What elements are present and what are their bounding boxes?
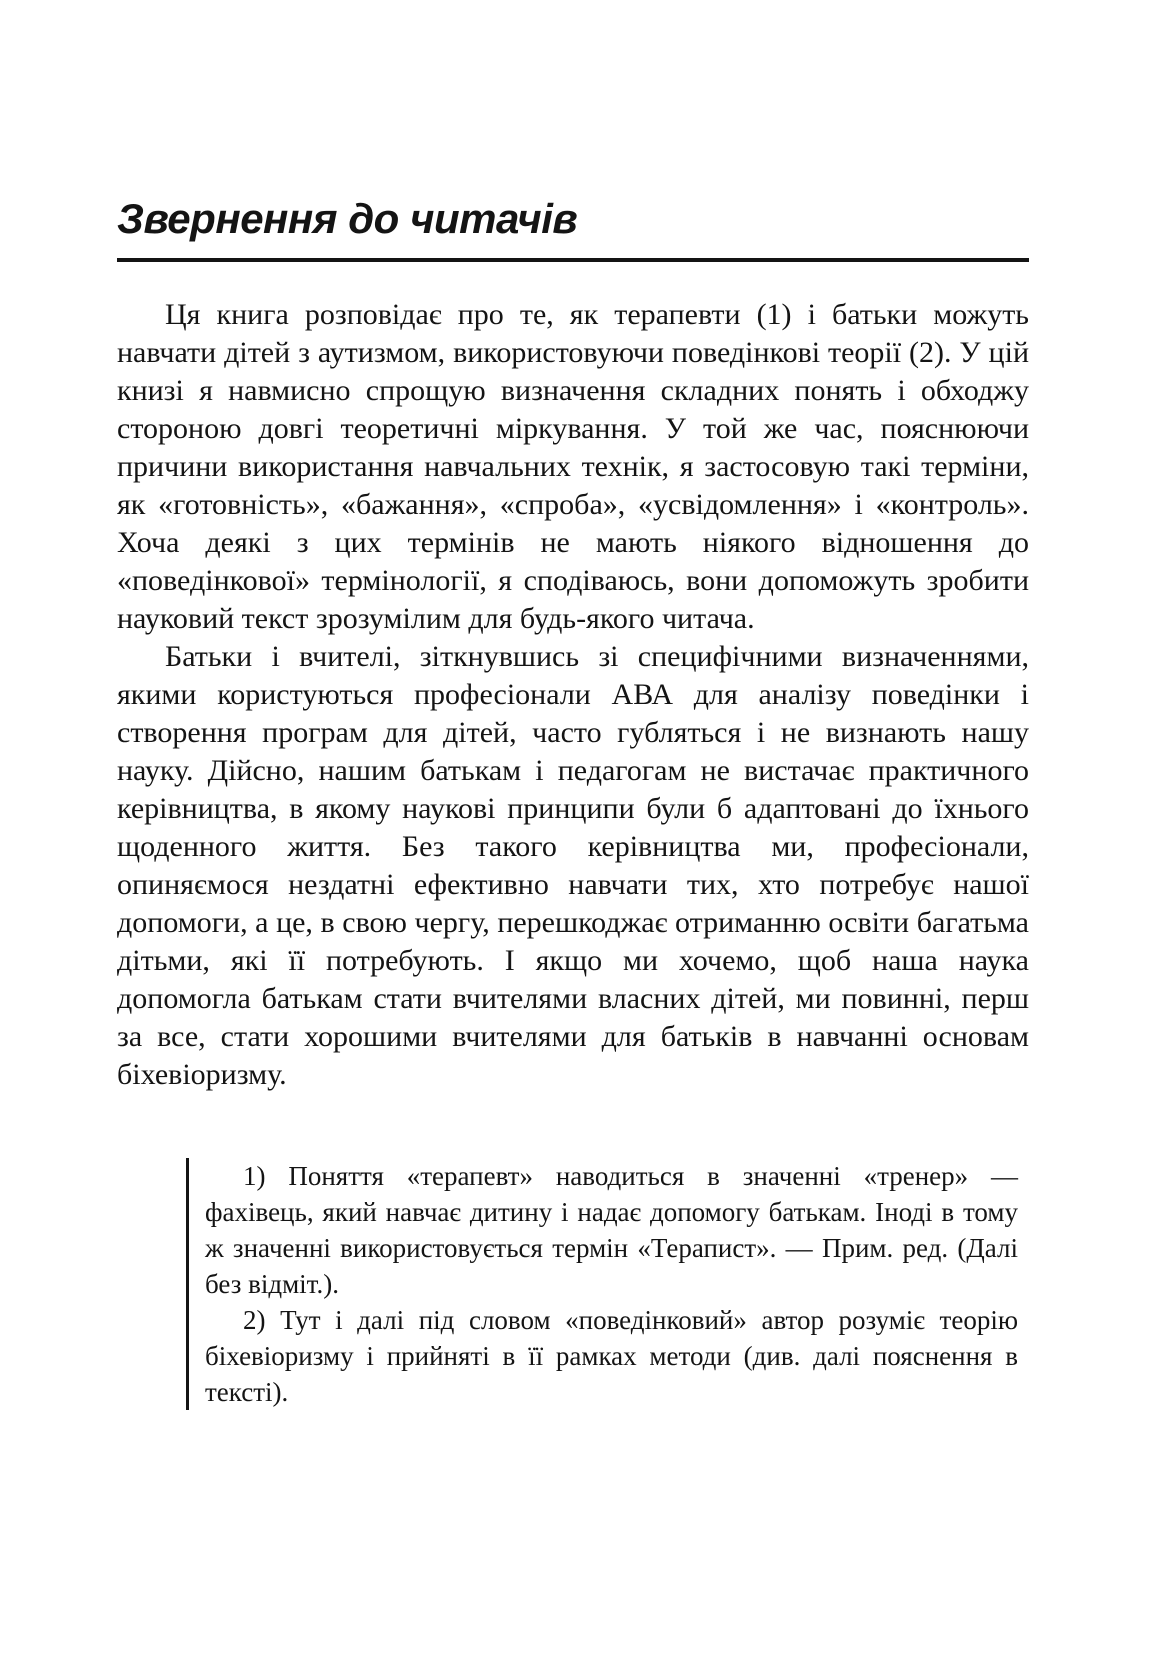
footnote-2: 2) Тут і далі під словом «поведінковий» автор розуміє теорію біхевіоризму і прийняті в її рамках методи (див. далі пояснення в тексті). <box>205 1305 1018 1407</box>
body-text <box>117 296 1029 1094</box>
body-paragraph-2: Батьки і вчителі, зіткнувшись зі специфічними визначеннями, якими користуються професіонали АВА для аналізу поведінки і створення програм для дітей, часто губляться і не визнають нашу науку. Дійсно, нашим батькам і педагогам не вистачає практичного керівництва, в якому наукові принципи були б адаптовані до їхнього щоденного життя. Без такого керівництва ми, професіонали, опиняємося нездатні ефективно навчати тих, хто потребує нашої допомоги, а це, в свою чергу, перешкоджає отриманню освіти багатьма дітьми, які її потребують. І якщо ми хочемо, щоб наша наука допомогла батькам стати вчителями власних дітей, ми повинні, перш за все, стати хорошими вчителями для батьків в навчанні основам біхевіоризму. <box>117 640 1029 1091</box>
footnotes-block <box>186 1158 1018 1410</box>
footnote-1: 1) Поняття «терапевт» наводиться в значенні «тренер» — фахівець, який навчає дитину і надає допомогу батькам. Іноді в тому ж значенні використовується термін «Терапист». — Прим. ред. (Далі без відміт.). <box>205 1161 1018 1299</box>
body-paragraph-1: Ця книга розповідає про те, як терапевти (1) і батьки можуть навчати дітей з аутизмом, використовуючи поведінкові теорії (2). У цій книзі я навмисно спрощую визначення складних понять і обходжу стороною довгі теоретичні міркування. У той же час, пояснюючи причини використання навчальних технік, я застосовую такі терміни, як «готовність», «бажання», «спроба», «усвідомлення» і «контроль». Хоча деякі з цих термінів не мають ніякого відношення до «поведінкової» термінології, я сподіваюсь, вони допоможуть зробити науковий текст зрозумілим для будь-якого читача. <box>117 298 1029 635</box>
chapter-title: Звернення до читачів <box>117 195 578 242</box>
title-rule <box>117 258 1029 262</box>
